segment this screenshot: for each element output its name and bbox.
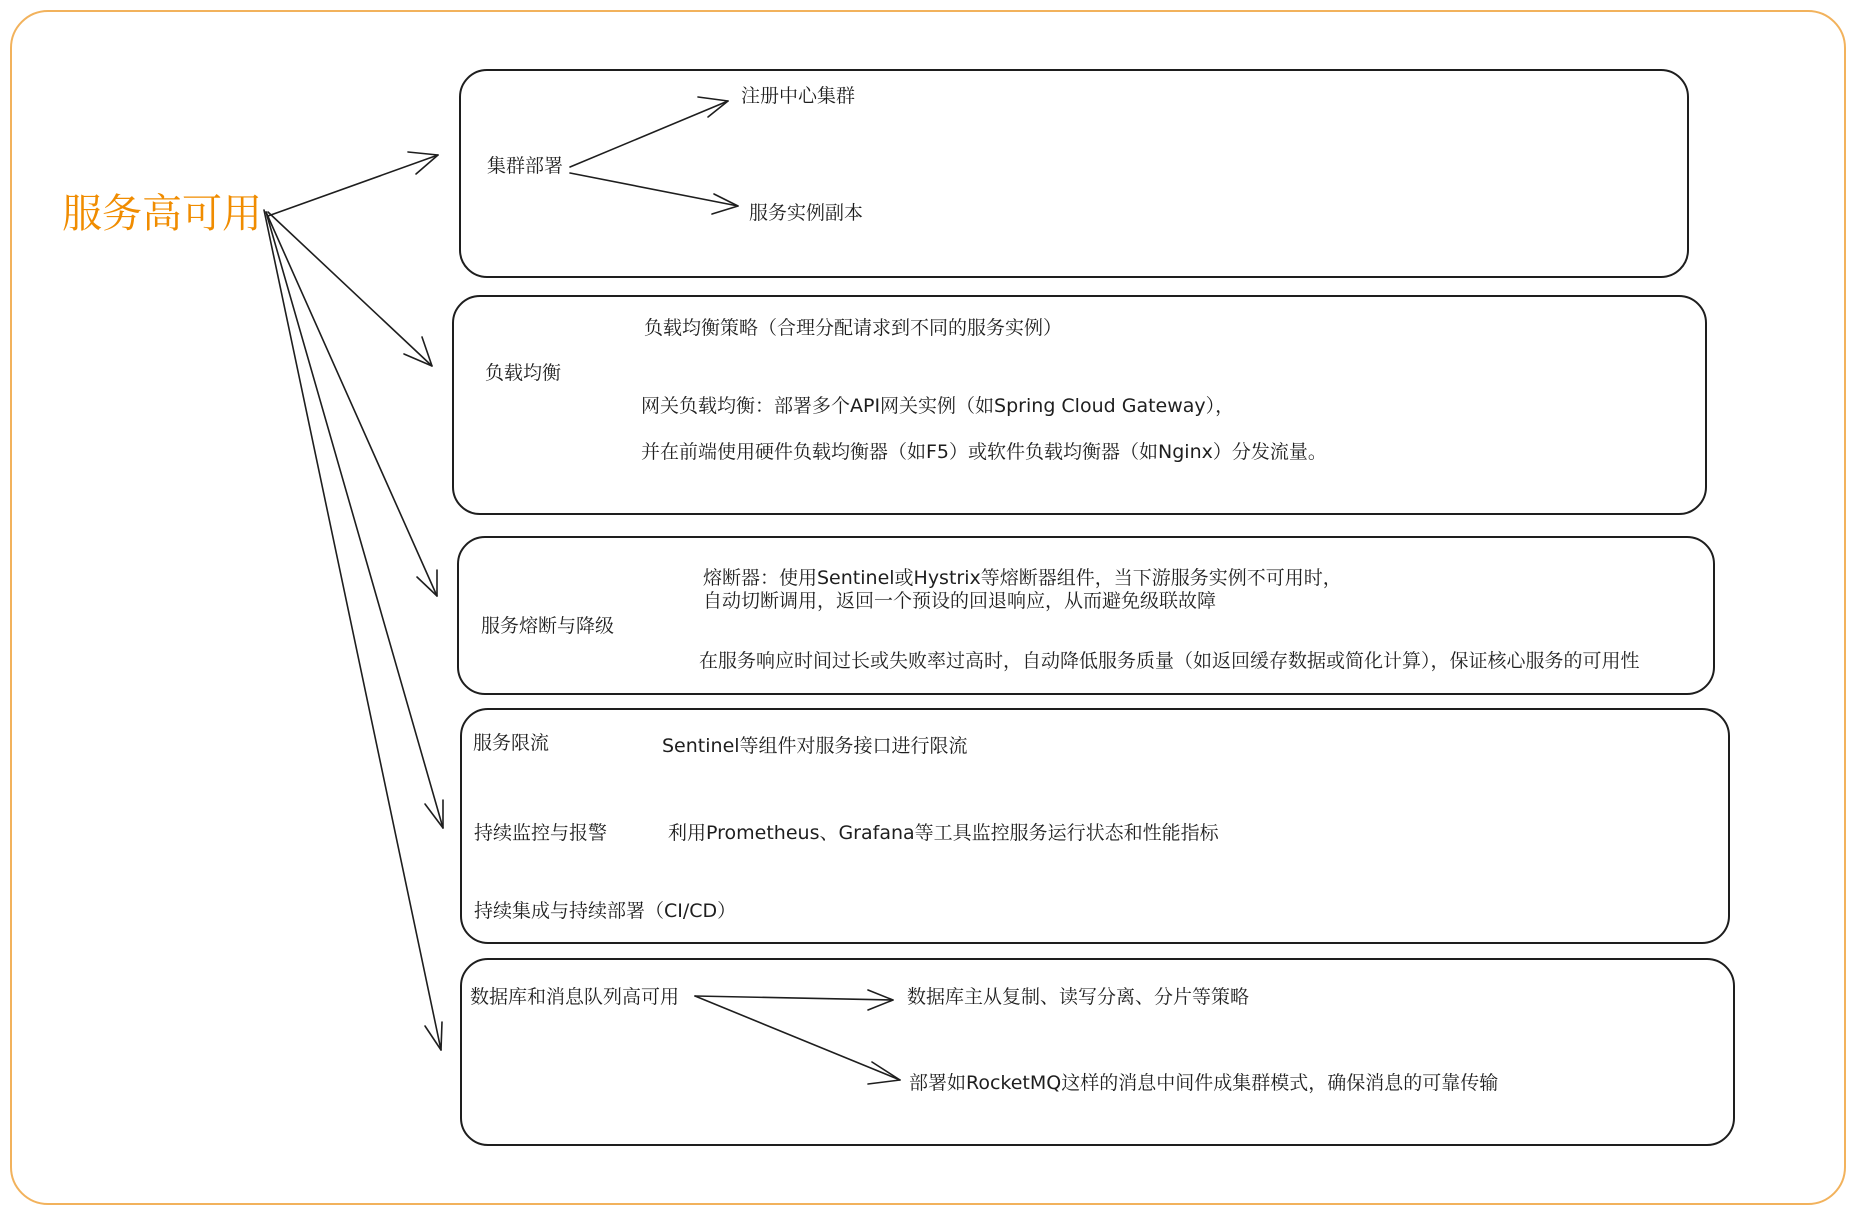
cluster-replica-node: 服务实例副本 <box>749 202 864 224</box>
arrow-root-to-db <box>264 210 441 1050</box>
ratelimit-desc: Sentinel等组件对服务接口进行限流 <box>662 735 968 757</box>
circuit-degrade: 在服务响应时间过长或失败率过高时，自动降低服务质量（如返回缓存数据或简化计算），保证核心服务的可用性 <box>699 650 1640 672</box>
db-mq-node: 部署如RocketMQ这样的消息中间件成集群模式，确保消息的可靠传输 <box>909 1072 1499 1094</box>
root-title: 服务高可用 <box>62 191 262 237</box>
arrow-root-to-ops <box>266 212 443 828</box>
circuit-breaker-line2: 自动切断调用，返回一个预设的回退响应，从而避免级联故障 <box>703 590 1217 612</box>
db-replication-node: 数据库主从复制、读写分离、分片等策略 <box>907 986 1250 1008</box>
lb-strategy: 负载均衡策略（合理分配请求到不同的服务实例） <box>644 317 1063 339</box>
cicd-label: 持续集成与持续部署（CI/CD） <box>474 900 737 922</box>
lb-gateway-line2: 并在前端使用硬件负载均衡器（如F5）或软件负载均衡器（如Nginx）分发流量。 <box>641 441 1327 463</box>
monitor-label: 持续监控与报警 <box>474 822 608 844</box>
cluster-box <box>459 69 1689 278</box>
arrow-root-to-circuit <box>266 212 437 596</box>
db-label: 数据库和消息队列高可用 <box>470 986 680 1008</box>
monitor-desc: 利用Prometheus、Grafana等工具监控服务运行状态和性能指标 <box>668 822 1219 844</box>
arrow-root-to-cluster <box>268 155 438 216</box>
ratelimit-label: 服务限流 <box>473 732 550 754</box>
circuit-label: 服务熔断与降级 <box>481 615 615 637</box>
lb-label: 负载均衡 <box>485 362 562 384</box>
circuit-breaker-line1: 熔断器：使用Sentinel或Hystrix等熔断器组件，当下游服务实例不可用时， <box>703 567 1342 589</box>
cluster-registry-node: 注册中心集群 <box>741 85 856 107</box>
cluster-label: 集群部署 <box>487 155 564 177</box>
lb-gateway-line1: 网关负载均衡：部署多个API网关实例（如Spring Cloud Gateway）， <box>641 395 1235 417</box>
